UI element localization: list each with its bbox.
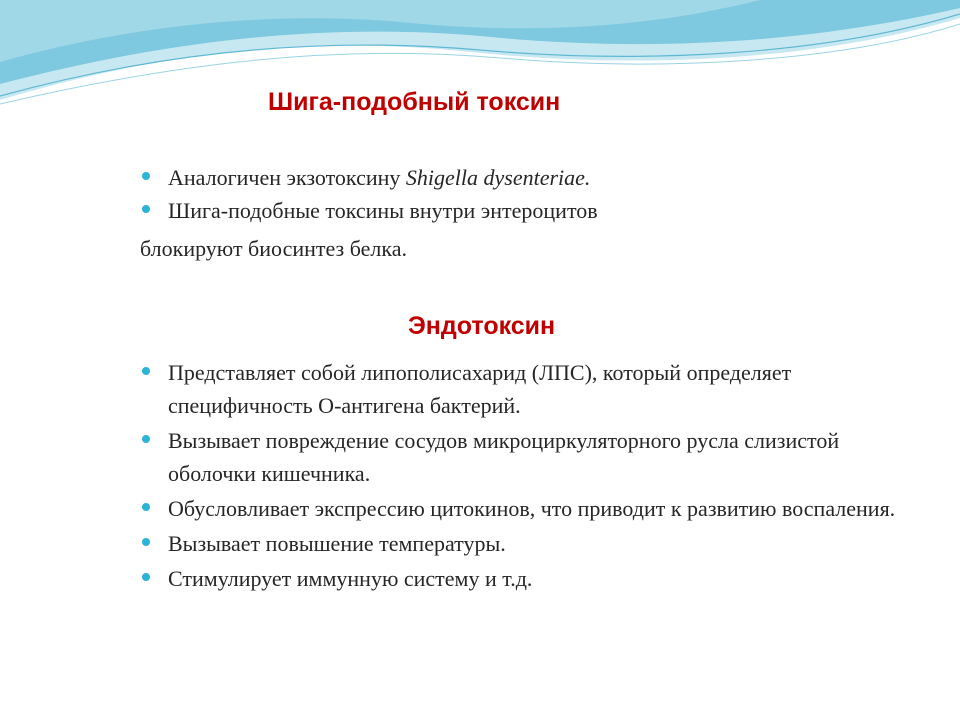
list-item: [140, 356, 900, 422]
bullet-italic-text: Shigella dysenteriae.: [405, 165, 591, 190]
bullet-text: Вызывает повреждение сосудов микроциркуляторного русла слизистой оболочки кишечника.: [168, 428, 840, 486]
bullet-text: Аналогичен экзотоксину: [168, 165, 406, 190]
bullet-dot-icon: [142, 205, 150, 213]
list-item: [140, 194, 900, 227]
bullet-dot-icon: [142, 538, 150, 546]
section2-bullet-list: [140, 356, 900, 597]
section1-title: Шига-подобный токсин: [268, 88, 561, 116]
bullet-dot-icon: [142, 503, 150, 511]
list-item: [140, 562, 900, 595]
list-item: [140, 527, 900, 560]
section1-bullet-list: [140, 161, 900, 227]
list-item: [140, 161, 900, 194]
list-item: [140, 424, 900, 490]
bullet-text: Вызывает повышение температуры.: [168, 531, 506, 556]
bullet-text: Обусловливает экспрессию цитокинов, что приводит к развитию воспаления.: [168, 496, 896, 521]
bullet-dot-icon: [142, 573, 150, 581]
section2-title: Эндотоксин: [408, 312, 556, 340]
bullet-dot-icon: [142, 435, 150, 443]
section1-continuation: блокируют биосинтез белка.: [140, 236, 407, 261]
list-item: [140, 492, 900, 525]
bullet-text: Шига-подобные токсины внутри энтероцитов: [168, 198, 598, 223]
bullet-dot-icon: [142, 172, 150, 180]
bullet-dot-icon: [142, 367, 150, 375]
bullet-text: Представляет собой липополисахарид (ЛПС), который определяет специфичность О-антигена бактерий.: [168, 360, 792, 418]
bullet-text: Стимулирует иммунную систему и т.д.: [168, 566, 533, 591]
